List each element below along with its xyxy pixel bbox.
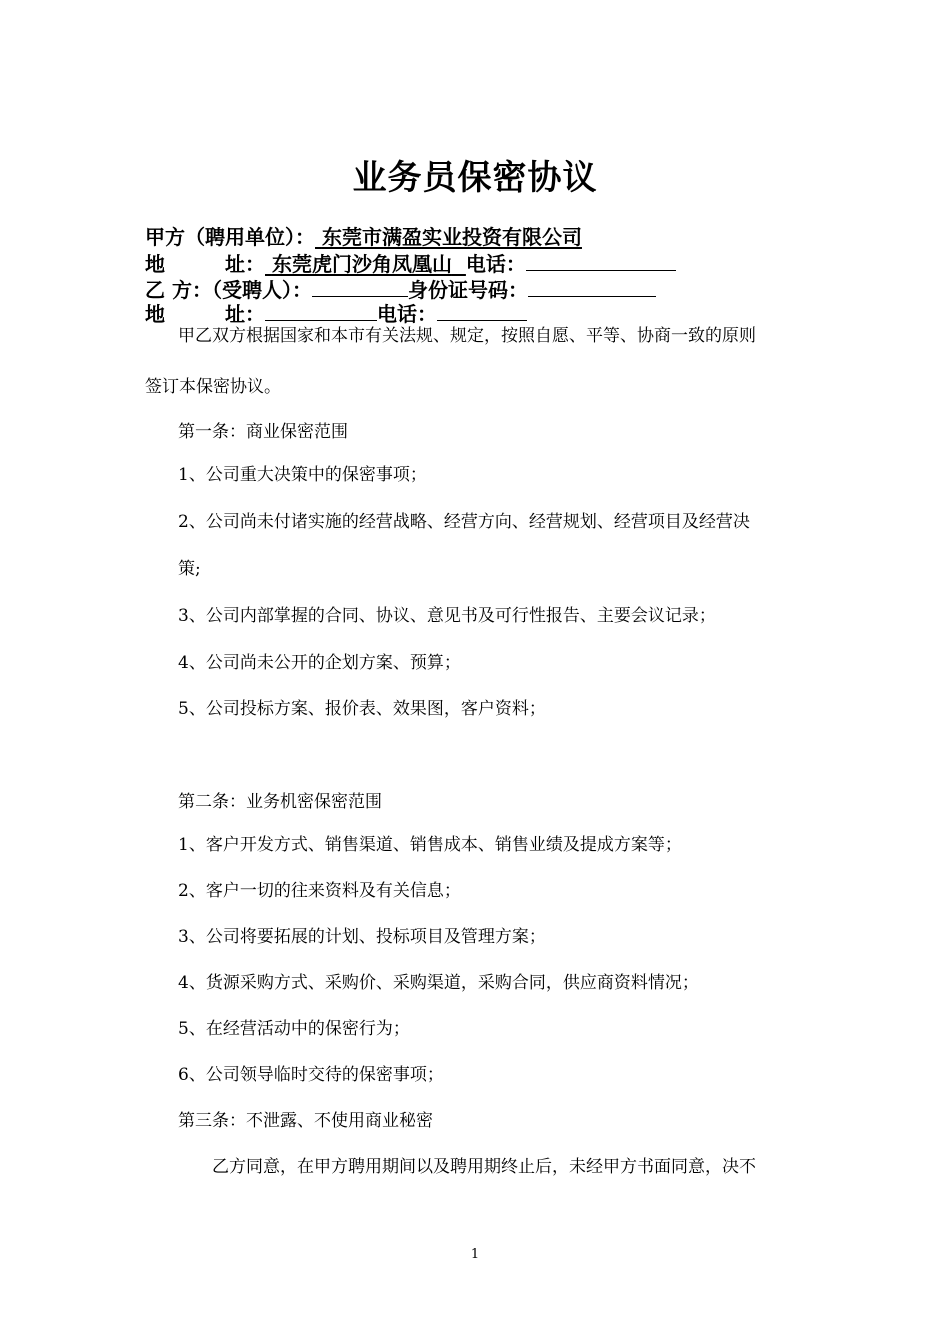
article-2-item: 1、客户开发方式、销售渠道、销售成本、销售业绩及提成方案等； <box>178 835 682 855</box>
article-2-item: 2、客户一切的往来资料及有关信息； <box>178 881 461 901</box>
phone-b-blank <box>437 300 527 321</box>
article-1-heading: 第一条：商业保密范围 <box>178 422 348 442</box>
article-2-heading: 第二条：业务机密保密范围 <box>178 792 382 812</box>
id-number-blank <box>528 276 656 297</box>
party-b-id-label: 身份证号码： <box>407 278 528 302</box>
article-2-item: 4、货源采购方式、采购价、采购渠道，采购合同，供应商资料情况； <box>178 973 699 993</box>
article-2-item: 3、公司将要拓展的计划、投标项目及管理方案； <box>178 927 546 947</box>
party-b-name-blank <box>312 276 408 297</box>
party-a-value: 东莞市满盈实业投资有限公司 <box>321 225 582 249</box>
article-2-item: 5、在经营活动中的保密行为； <box>178 1019 410 1039</box>
page-number: 1 <box>470 1247 480 1262</box>
address-b-blank <box>265 300 377 321</box>
address-a-phone-label: 电话： <box>465 252 526 276</box>
article-1-item: 4、公司尚未公开的企划方案、预算； <box>178 653 461 673</box>
article-3-heading: 第三条：不泄露、不使用商业秘密 <box>178 1111 433 1131</box>
party-b-label: 乙 方：（受聘人）： <box>145 278 312 302</box>
party-b-line <box>145 276 656 303</box>
intro-line-2: 签订本保密协议。 <box>145 377 281 397</box>
article-1-item: 3、公司内部掌握的合同、协议、意见书及可行性报告、主要会议记录； <box>178 606 716 626</box>
address-a-label-1: 地 <box>145 252 165 276</box>
party-a-line <box>145 224 582 250</box>
address-a-label-2: 址： <box>225 252 265 276</box>
article-1-item: 5、公司投标方案、报价表、效果图，客户资料； <box>178 699 546 719</box>
article-1-item: 2、公司尚未付诸实施的经营战略、经营方向、经营规划、经营项目及经营决 <box>178 512 750 532</box>
article-1-item: 1、公司重大决策中的保密事项； <box>178 465 427 485</box>
article-1-item: 策; <box>178 559 201 579</box>
address-a-line <box>145 250 676 277</box>
intro-line-1: 甲乙双方根据国家和本市有关法规、规定，按照自愿、平等、协商一致的原则 <box>178 326 756 346</box>
article-2-item: 6、公司领导临时交待的保密事项； <box>178 1065 444 1085</box>
address-a-value: 东莞虎门沙角凤凰山 <box>271 252 452 276</box>
address-b-label-2: 址： <box>225 302 265 326</box>
address-b-label-1: 地 <box>145 302 165 326</box>
address-b-line <box>145 300 527 327</box>
address-b-phone-label: 电话： <box>377 302 437 326</box>
party-a-label: 甲方（聘用单位）： <box>145 225 315 249</box>
document-title: 业务员保密协议 <box>352 158 598 198</box>
phone-a-blank <box>526 250 676 271</box>
article-3-text: 乙方同意，在甲方聘用期间以及聘用期终止后，未经甲方书面同意，决不 <box>212 1157 756 1177</box>
